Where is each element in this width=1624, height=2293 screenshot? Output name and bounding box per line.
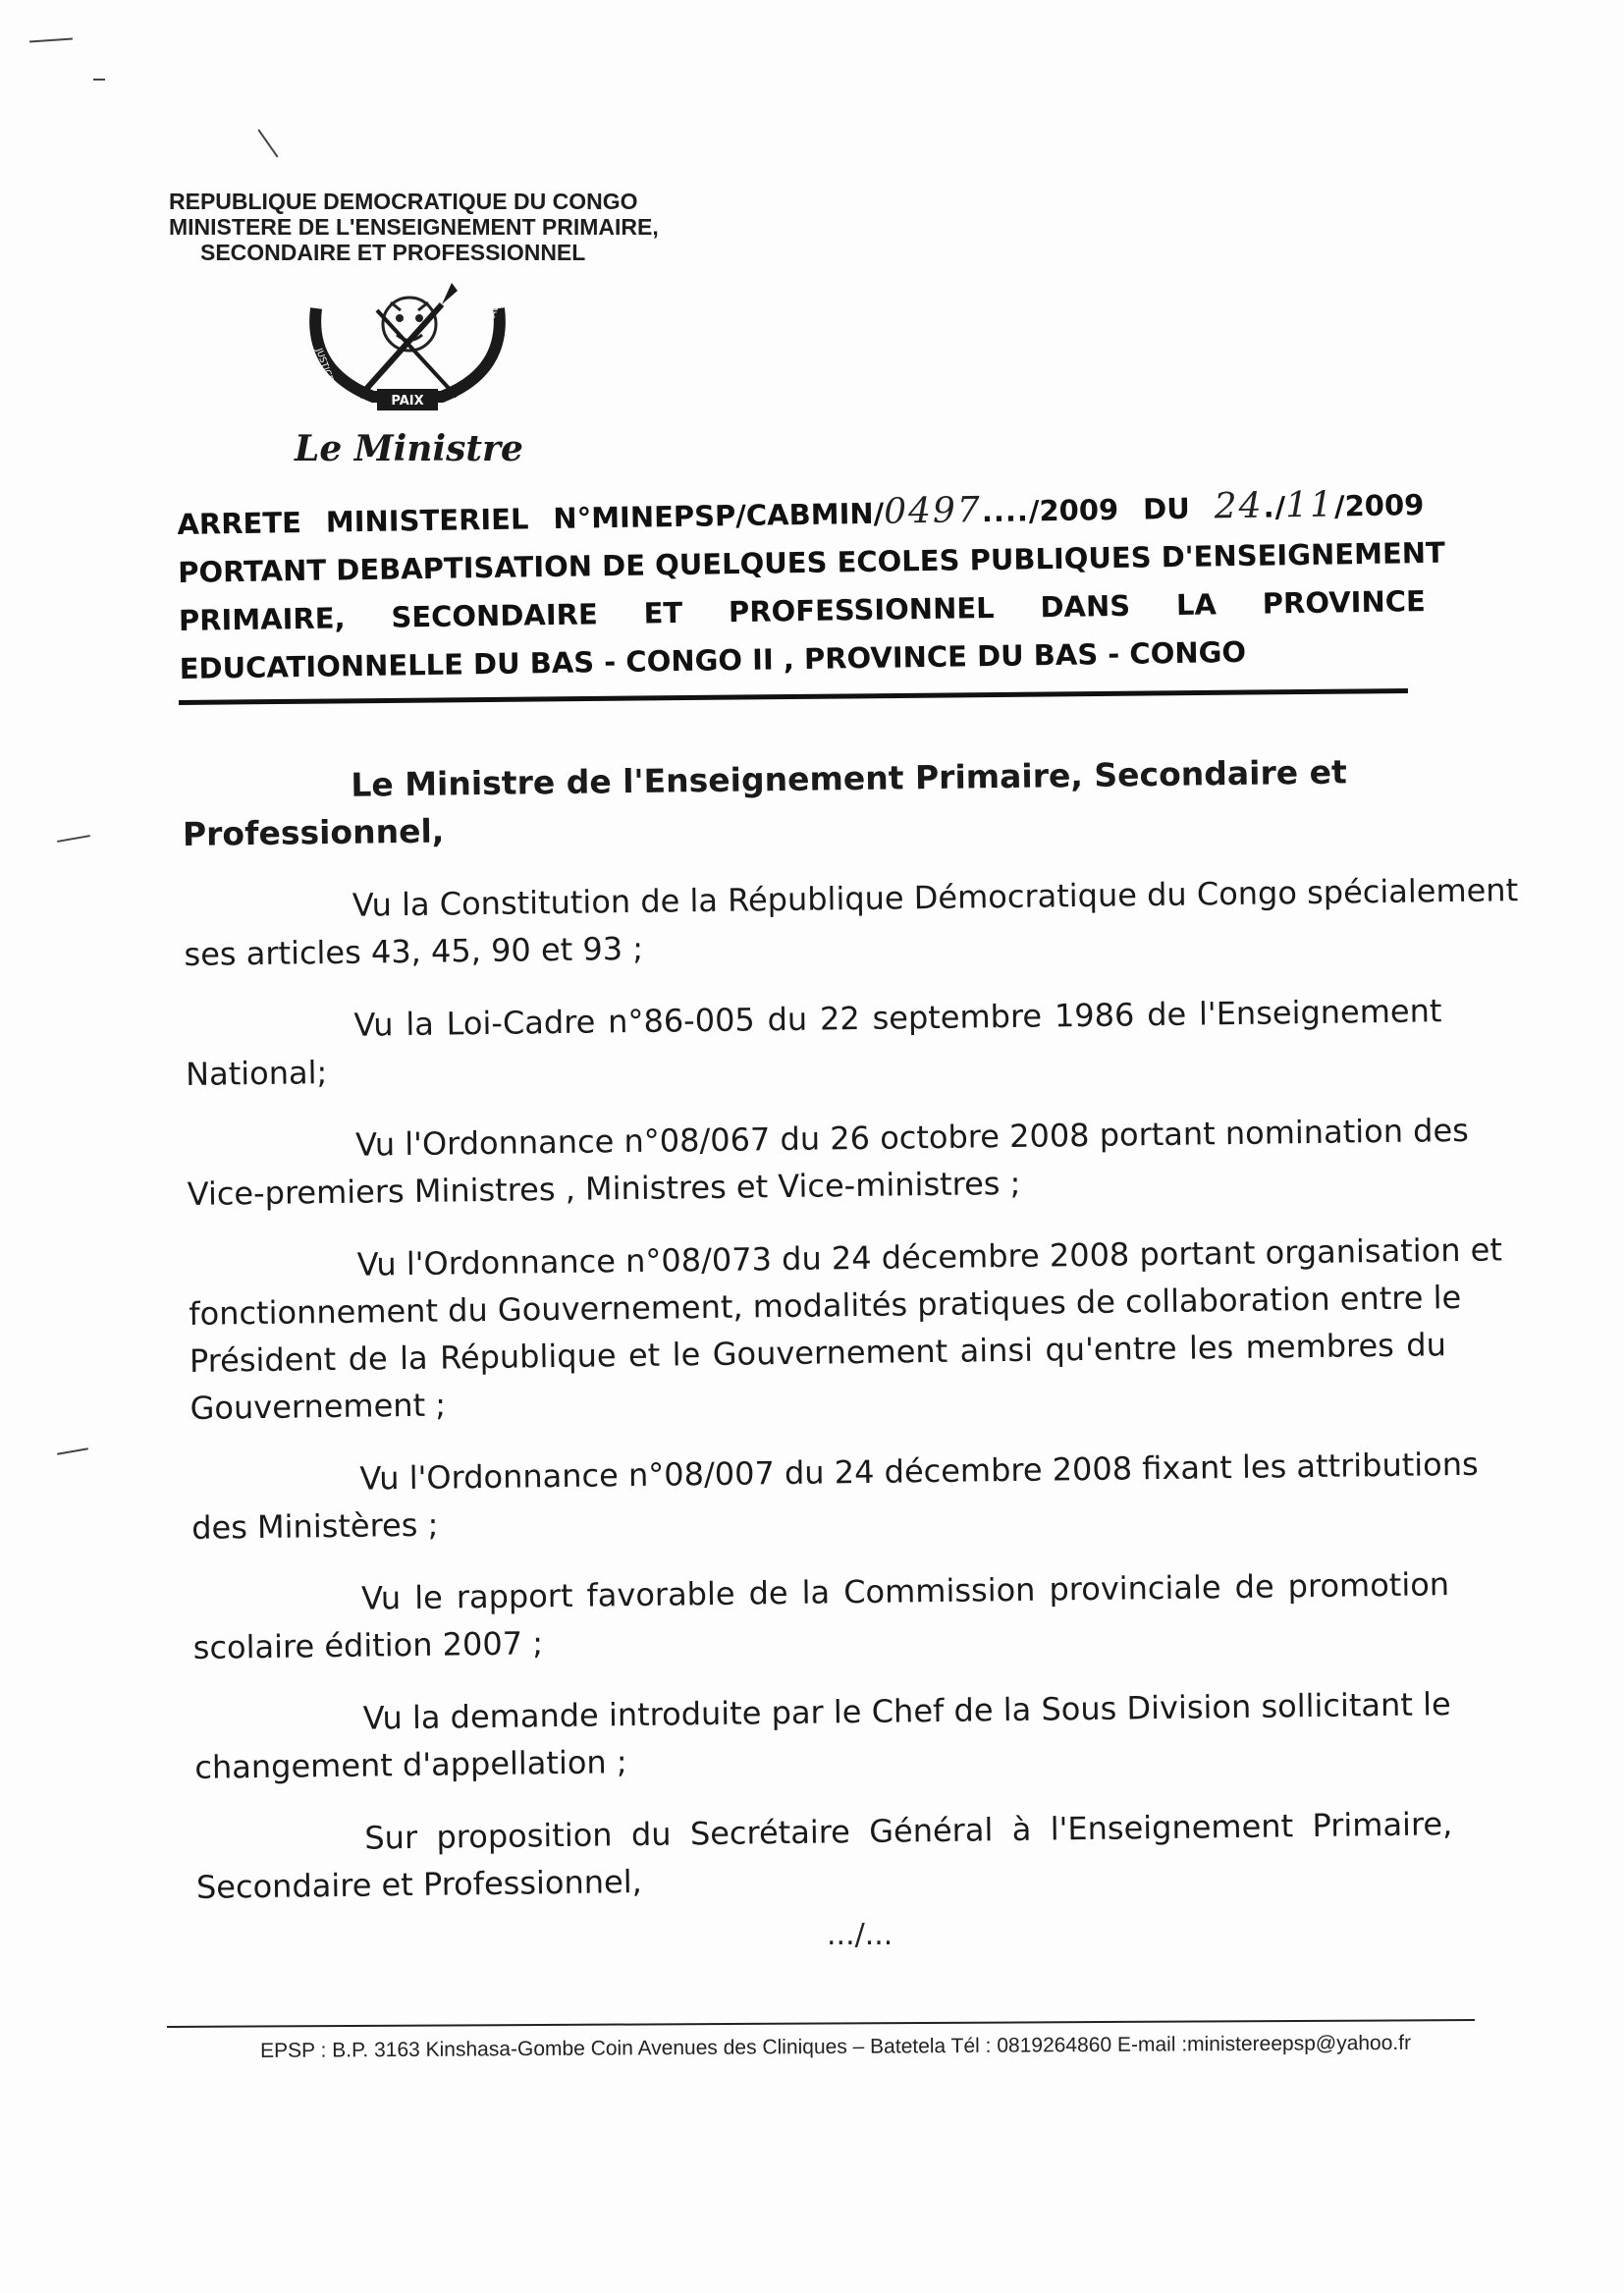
preamble-intro-line: Le Ministre de l'Enseignement Primaire, Secondaire et bbox=[351, 752, 1347, 804]
coat-of-arms-emblem bbox=[295, 281, 520, 426]
scan-mark bbox=[57, 835, 90, 843]
scan-mark bbox=[57, 1447, 88, 1455]
footer-rule bbox=[167, 2019, 1475, 2028]
considerant-demande bbox=[193, 1680, 1451, 1791]
paragraph-line: Gouvernement ; bbox=[189, 1386, 447, 1427]
paragraph-line: changement d'appellation ; bbox=[194, 1743, 627, 1786]
paragraph-line: Vu la demande introduite par le Chef de la Sous Division sollicitant le bbox=[362, 1685, 1451, 1737]
paragraph-line: Vu la Loi-Cadre n°86-005 du 22 septembre 1986 de l'Enseignement bbox=[353, 992, 1442, 1044]
letterhead bbox=[169, 189, 659, 265]
considerant-ordonnance-073 bbox=[188, 1227, 1503, 1432]
decree-title bbox=[177, 479, 1446, 693]
paragraph-line: Vu le rapport favorable de la Commission provinciale de promotion bbox=[360, 1565, 1450, 1617]
emblem-motto: PAIX bbox=[391, 394, 424, 409]
decree-title-line: PRIMAIRE, SECONDAIRE ET PROFESSIONNEL DANS LA PROVINCE bbox=[178, 584, 1427, 637]
considerant-proposition bbox=[195, 1800, 1453, 1911]
considerant-rapport bbox=[192, 1560, 1450, 1671]
paragraph-line: Sur proposition du Secrétaire Général à l'Enseignement Primaire, bbox=[364, 1805, 1453, 1857]
paragraph-line: Vice-premiers Ministres , Ministres et Vice-ministres ; bbox=[187, 1164, 1021, 1213]
decree-body bbox=[182, 747, 1519, 1937]
decree-number-line: ARRETE MINISTERIEL N°MINEPSP/CABMIN/0497..../2009 DU 24./11/2009 bbox=[177, 484, 1425, 541]
preamble-intro-line: Professionnel, bbox=[182, 811, 445, 853]
emblem-motto-left: JUSTICE bbox=[313, 347, 335, 383]
considerant-ordonnance-067 bbox=[187, 1107, 1470, 1218]
scan-mark bbox=[257, 130, 278, 158]
considerant-constitution bbox=[184, 867, 1519, 978]
decree-date-year: /2009 bbox=[1333, 488, 1425, 523]
paragraph-line: Secondaire et Professionnel, bbox=[195, 1862, 643, 1906]
decree-title-line: EDUCATIONNELLE DU BAS - CONGO II , PROVINCE DU BAS - CONGO bbox=[179, 634, 1247, 685]
footer-address: EPSP : B.P. 3163 Kinshasa-Gombe Coin Avenues des Cliniques – Batetela Tél : 0819264860 E-mail :ministereepsp@yahoo.fr bbox=[260, 2031, 1412, 2062]
paragraph-line: Vu la Constitution de la République Démocratique du Congo spécialement bbox=[352, 871, 1519, 924]
paragraph-line: ses articles 43, 45, 90 et 93 ; bbox=[184, 929, 644, 973]
paragraph-line: fonctionnement du Gouvernement, modalités pratiques de collaboration entre le bbox=[189, 1278, 1462, 1333]
emblem-motto-right: TRAVAIL bbox=[484, 292, 507, 330]
paragraph-line: Vu l'Ordonnance n°08/067 du 26 octobre 2008 portant nomination des bbox=[354, 1111, 1470, 1164]
paragraph-line: scolaire édition 2007 ; bbox=[192, 1624, 544, 1666]
letterhead-ministry: MINISTERE DE L'ENSEIGNEMENT PRIMAIRE, bbox=[169, 214, 659, 240]
letterhead-ministry-cont: SECONDAIRE ET PROFESSIONNEL bbox=[200, 240, 586, 265]
considerant-ordonnance-007 bbox=[190, 1441, 1479, 1552]
considerant-loi-cadre bbox=[185, 987, 1442, 1098]
scan-mark bbox=[29, 37, 73, 42]
handwritten-month: 11 bbox=[1284, 484, 1335, 526]
paragraph-line: Vu l'Ordonnance n°08/007 du 24 décembre 2008 fixant les attributions bbox=[359, 1445, 1479, 1498]
paragraph-line: National; bbox=[185, 1054, 328, 1093]
letterhead-republic: REPUBLIQUE DEMOCRATIQUE DU CONGO bbox=[169, 189, 638, 214]
decree-number-prefix: ARRETE MINISTERIEL N°MINEPSP/CABMIN/ bbox=[177, 496, 885, 541]
minister-label: Le Ministre bbox=[295, 428, 523, 469]
title-underline bbox=[179, 688, 1408, 705]
paragraph-line: Vu l'Ordonnance n°08/073 du 24 décembre 2008 portant organisation et bbox=[356, 1230, 1503, 1283]
decree-year-text: /2009 DU bbox=[1028, 491, 1215, 528]
scan-mark bbox=[93, 79, 105, 81]
handwritten-day: 24 bbox=[1214, 485, 1264, 527]
preamble-intro bbox=[182, 747, 1439, 858]
continuation-marker: .../... bbox=[827, 1918, 893, 1952]
handwritten-decree-number: 0497 bbox=[883, 490, 983, 532]
paragraph-line: Président de la République et le Gouvernement ainsi qu'entre les membres du bbox=[189, 1326, 1447, 1380]
decree-title-line: PORTANT DEBAPTISATION DE QUELQUES ECOLES PUBLIQUES D'ENSEIGNEMENT bbox=[177, 535, 1446, 589]
paragraph-line: des Ministères ; bbox=[190, 1505, 439, 1547]
